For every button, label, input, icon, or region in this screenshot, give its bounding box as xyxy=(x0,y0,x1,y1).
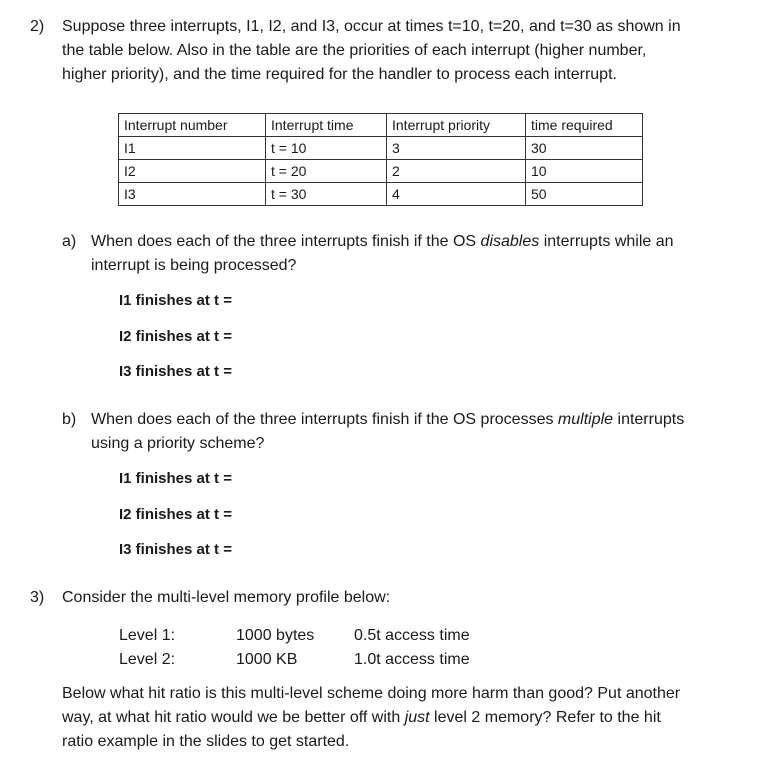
q3-para-emphasis: just xyxy=(404,709,430,726)
cell-interrupt-number: I3 xyxy=(119,183,266,206)
q3-para-text-end: level 2 memory? Refer to the hit xyxy=(429,709,661,726)
level-1-access: 0.5t access time xyxy=(354,627,470,644)
part-a-emphasis: disables xyxy=(480,233,540,250)
table-header-row xyxy=(119,114,643,137)
part-a-text-end: interrupts while an xyxy=(539,233,674,250)
cell-interrupt-time: t = 20 xyxy=(266,160,387,183)
cell-interrupt-priority: 3 xyxy=(387,137,526,160)
q2-line-3: higher priority), and the time required for the handler to process each interrupt. xyxy=(62,66,617,83)
q3-para-line-1: Below what hit ratio is this multi-level scheme doing more harm than good? Put another xyxy=(62,685,681,702)
part-b-answer-i3: I3 finishes at t = xyxy=(119,541,232,558)
cell-interrupt-priority: 4 xyxy=(387,183,526,206)
cell-interrupt-time: t = 30 xyxy=(266,183,387,206)
q3-intro: Consider the multi-level memory profile below: xyxy=(62,589,391,606)
cell-interrupt-time: t = 10 xyxy=(266,137,387,160)
part-b-answer-i2: I2 finishes at t = xyxy=(119,506,232,523)
part-a-answer-i2: I2 finishes at t = xyxy=(119,328,232,345)
part-b-label: b) xyxy=(62,411,77,428)
level-2-size: 1000 KB xyxy=(236,651,298,668)
q3-para-text: way, at what hit ratio would we be better off with xyxy=(62,709,405,726)
part-a-label: a) xyxy=(62,233,77,250)
cell-time-required: 10 xyxy=(526,160,643,183)
part-b-emphasis: multiple xyxy=(557,411,614,428)
level-2-name: Level 2: xyxy=(119,651,176,668)
part-a-text: When does each of the three interrupts finish if the OS xyxy=(91,233,481,250)
q2-number: 2) xyxy=(30,18,45,35)
cell-interrupt-priority: 2 xyxy=(387,160,526,183)
cell-interrupt-number: I1 xyxy=(119,137,266,160)
cell-interrupt-number: I2 xyxy=(119,160,266,183)
level-2-access: 1.0t access time xyxy=(354,651,470,668)
part-b-answer-i1: I1 finishes at t = xyxy=(119,470,232,487)
part-b-text-end: interrupts xyxy=(613,411,685,428)
part-a-answer-i1: I1 finishes at t = xyxy=(119,292,232,309)
q2-line-2: the table below. Also in the table are the priorities of each interrupt (higher number, xyxy=(62,42,647,59)
part-a-answer-i3: I3 finishes at t = xyxy=(119,363,232,380)
table-row xyxy=(119,183,643,206)
header-time-required: time required xyxy=(526,114,643,137)
level-1-size: 1000 bytes xyxy=(236,627,315,644)
header-interrupt-priority: Interrupt priority xyxy=(387,114,526,137)
level-1-name: Level 1: xyxy=(119,627,176,644)
table-row xyxy=(119,160,643,183)
header-interrupt-time: Interrupt time xyxy=(266,114,387,137)
q3-number: 3) xyxy=(30,589,45,606)
cell-time-required: 50 xyxy=(526,183,643,206)
part-a-line-2: interrupt is being processed? xyxy=(91,257,297,274)
part-b-line-2: using a priority scheme? xyxy=(91,435,265,452)
q3-para-line-2 xyxy=(62,706,661,730)
interrupt-table xyxy=(118,113,643,206)
q3-para-line-3: ratio example in the slides to get started. xyxy=(62,733,350,750)
part-b-line-1 xyxy=(91,408,684,432)
q2-line-1: Suppose three interrupts, I1, I2, and I3, occur at times t=10, t=20, and t=30 as shown in xyxy=(62,18,681,35)
header-interrupt-number: Interrupt number xyxy=(119,114,266,137)
cell-time-required: 30 xyxy=(526,137,643,160)
part-a-line-1 xyxy=(91,230,674,254)
part-b-text: When does each of the three interrupts finish if the OS processes xyxy=(91,411,558,428)
table-row xyxy=(119,137,643,160)
